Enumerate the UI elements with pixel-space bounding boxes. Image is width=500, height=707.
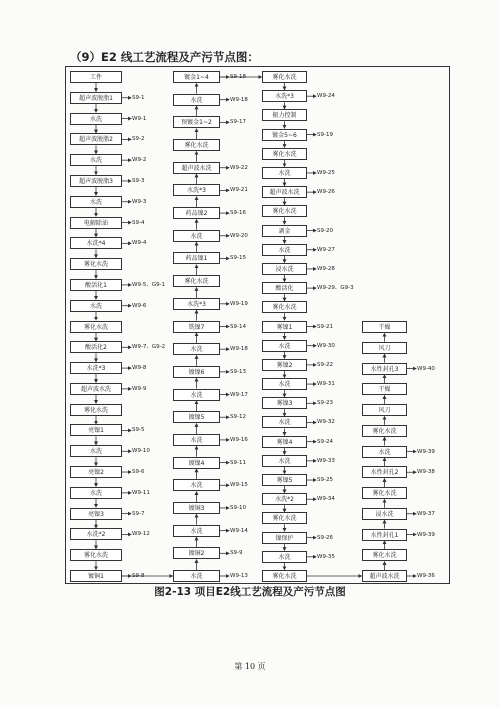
pollution-node-label: S9-4 (132, 219, 145, 226)
process-step: 酸活化 (262, 282, 307, 294)
process-step: 水洗 (262, 340, 307, 352)
process-step: 超声波脱脂2 (70, 133, 122, 145)
pollution-node-label: W9-9 (132, 385, 147, 392)
pollution-node-label: S9-26 (317, 534, 333, 541)
pollution-node-label: W9-27 (317, 246, 335, 253)
process-step: 水洗 (262, 551, 307, 563)
process-step: 水洗 (173, 389, 220, 401)
process-step: 雾化水洗 (362, 549, 407, 561)
process-step: 雾化水洗 (70, 549, 122, 561)
pollution-node-label: W9-36 (417, 573, 435, 579)
pollution-node-label: S9-16 (230, 210, 246, 217)
process-step: 镀铜2 (173, 547, 220, 559)
process-step: 亮镍3 (70, 508, 122, 520)
process-step: 工件 (70, 71, 122, 83)
pollution-node-label: S9-13 (230, 368, 246, 375)
pollution-node-label: W9-32 (317, 419, 335, 426)
process-step: 浸水洗 (362, 508, 407, 520)
process-step: 雾化水洗 (173, 275, 220, 287)
pollution-node-label: S9-3 (132, 177, 145, 184)
process-step: 水洗*3 (262, 90, 307, 102)
process-step: 水洗 (362, 446, 407, 458)
process-step: 雾镍4 (262, 436, 307, 448)
process-step: 水洗 (173, 343, 220, 355)
process-step: 雾镍1 (262, 321, 307, 333)
pollution-node-label: W9-18 (230, 96, 248, 103)
process-step: 水洗 (173, 479, 220, 491)
process-step: 雾化水洗 (70, 321, 122, 333)
process-step: 水洗*4 (70, 237, 122, 249)
process-step: 药品镍1 (173, 252, 220, 264)
pollution-node-label: S9-23 (317, 400, 333, 407)
process-step: 药品镍2 (173, 207, 220, 219)
pollution-node-label: W9-29、G9-3 (317, 285, 354, 292)
pollution-node-label: S9-5 (132, 427, 145, 434)
pollution-node-label: W9-25 (317, 169, 335, 176)
process-step: 雾化水洗 (173, 139, 220, 151)
pollution-node-label: W9-4 (132, 240, 147, 247)
process-step: 酸活化1 (70, 279, 122, 291)
pollution-node-label: W9-28 (317, 265, 335, 272)
process-step: 水洗 (70, 487, 122, 499)
process-step: 镀铜3 (173, 502, 220, 514)
pollution-node-label: W9-2 (132, 157, 147, 164)
process-step: 镀金5~6 (262, 129, 307, 141)
process-step: 超声波水洗 (173, 162, 220, 174)
process-step: 镀镍4 (173, 457, 220, 469)
pollution-node-label: W9-31 (317, 381, 335, 388)
process-step: 水洗 (173, 570, 220, 582)
process-step: 水洗*2 (70, 528, 122, 540)
process-step: 干燥 (362, 383, 407, 395)
process-step: 雾化水洗 (262, 570, 307, 582)
process-step: 水洗 (70, 445, 122, 457)
pollution-node-label: W9-39 (417, 448, 435, 455)
pollution-node-label: W9-17 (230, 391, 248, 398)
pollution-node-label: S9-2 (132, 136, 145, 143)
pollution-node-label: W9-10 (132, 448, 150, 455)
process-step: 雾化水洗 (262, 71, 307, 83)
pollution-node-label: W9-24 (317, 93, 335, 100)
process-step: 超声波脱脂3 (70, 175, 122, 187)
pollution-node-label: W9-18 (230, 346, 248, 353)
process-step: 亮镍1 (70, 424, 122, 436)
pollution-node-label: W9-26 (317, 189, 335, 196)
pollution-node-label: W9-11 (132, 489, 150, 496)
pollution-node-label: W9-33 (317, 457, 335, 464)
process-step: 雾化水洗 (362, 425, 407, 437)
pollution-node-label: W9-15 (230, 482, 248, 489)
process-step: 水洗 (262, 378, 307, 390)
process-step: 水洗 (70, 196, 122, 208)
process-step: 雾镍3 (262, 397, 307, 409)
pollution-node-label: S9-20 (317, 227, 333, 234)
process-step: 雾镍5 (262, 474, 307, 486)
process-step: 电解除油 (70, 217, 122, 229)
process-step: 水性封孔1 (362, 529, 407, 541)
pollution-node-label: W9-38 (417, 469, 435, 476)
process-step: 水洗 (262, 416, 307, 428)
process-step: 浸水洗 (262, 263, 307, 275)
pollution-node-label: W9-34 (317, 496, 335, 503)
process-step: 雾化水洗 (70, 258, 122, 270)
pollution-node-label: S9-9 (230, 550, 243, 557)
process-step: 酸活化2 (70, 341, 122, 353)
process-step: 水洗 (173, 230, 220, 242)
pollution-node-label: W9-30 (317, 342, 335, 349)
pollution-node-label: S9-18 (230, 74, 246, 80)
process-step: 水性封孔3 (362, 363, 407, 375)
process-step: 雾化水洗 (262, 512, 307, 524)
pollution-node-label: S9-25 (317, 477, 333, 484)
process-step: 雾化水洗 (70, 404, 122, 416)
process-step: 风刀 (362, 404, 407, 416)
process-step: 水洗 (173, 434, 220, 446)
process-step: 水洗*3 (173, 184, 220, 196)
process-step: 剥金 (262, 225, 307, 237)
process-step: 超声波水洗 (70, 383, 122, 395)
pollution-node-label: W9-40 (417, 365, 435, 372)
pollution-node-label: W9-12 (132, 531, 150, 538)
pollution-node-label: W9-8 (132, 365, 147, 372)
process-step: 风刀 (362, 342, 407, 354)
process-step: 水洗 (173, 94, 220, 106)
pollution-node-label: S9-22 (317, 361, 333, 368)
pollution-node-label: W9-1 (132, 115, 147, 122)
pollution-node-label: S9-8 (132, 573, 145, 579)
pollution-node-label: S9-15 (230, 255, 246, 262)
pollution-node-label: W9-5、G9-1 (132, 281, 166, 288)
pollution-node-label: S9-14 (230, 323, 246, 330)
pollution-node-label: W9-19 (230, 300, 248, 307)
process-step: 振力控制 (262, 109, 307, 121)
process-step: 雾化水洗 (262, 148, 307, 160)
pollution-node-label: W9-3 (132, 198, 147, 205)
process-step: 雾镍2 (262, 359, 307, 371)
pollution-node-label: W9-22 (230, 164, 248, 171)
process-step: 水洗 (70, 154, 122, 166)
pollution-node-label: W9-39 (417, 531, 435, 538)
process-step: 镀镍5 (173, 411, 220, 423)
figure-caption: 图2-13 项目E2线工艺流程及产污节点图 (154, 586, 346, 598)
pollution-node-label: W9-20 (230, 232, 248, 239)
process-step: 水性封孔2 (362, 466, 407, 478)
process-step: 水洗 (262, 455, 307, 467)
pollution-node-label: S9-7 (132, 510, 145, 517)
process-step: 铣镍7 (173, 321, 220, 333)
pollution-node-label: S9-12 (230, 414, 246, 421)
process-step: 水洗 (262, 244, 307, 256)
process-step: 预镀金1~2 (173, 116, 220, 128)
section-heading: （9）E2 线工艺流程及产污节点图： (70, 50, 259, 64)
pollution-node-label: S9-21 (317, 323, 333, 330)
process-step: 水洗*3 (70, 362, 122, 374)
pollution-node-label: S9-17 (230, 119, 246, 126)
pollution-node-label: W9-16 (230, 436, 248, 443)
process-step: 水洗*2 (262, 493, 307, 505)
process-step: 亮镍2 (70, 466, 122, 478)
process-step: 水洗*3 (173, 298, 220, 310)
pollution-node-label: S9-6 (132, 469, 145, 476)
process-step: 雾化水洗 (362, 487, 407, 499)
process-step: 超声波脱脂1 (70, 92, 122, 104)
process-step: 水洗 (173, 525, 220, 537)
process-step: 雾化水洗 (262, 301, 307, 313)
pollution-node-label: W9-7、G9-2 (132, 344, 166, 351)
pollution-node-label: W9-37 (417, 510, 435, 517)
pollution-node-label: S9-1 (132, 94, 145, 101)
process-step: 镀金1~4 (173, 71, 220, 83)
process-step: 镍保护 (262, 532, 307, 544)
pollution-node-label: S9-19 (317, 131, 333, 138)
process-step: 水洗 (70, 300, 122, 312)
process-step: 镀镍6 (173, 366, 220, 378)
pollution-node-label: W9-35 (317, 553, 335, 560)
pollution-node-label: W9-13 (230, 573, 248, 579)
pollution-node-label: S9-24 (317, 438, 333, 445)
process-step: 干燥 (362, 321, 407, 333)
process-step: 水洗 (70, 113, 122, 125)
process-step: 镀铜1 (70, 570, 122, 582)
process-step: 水洗 (262, 167, 307, 179)
process-step: 超声波水洗 (262, 186, 307, 198)
pollution-node-label: W9-21 (230, 187, 248, 194)
pollution-node-label: W9-6 (132, 302, 147, 309)
page-number: 第 10 页 (234, 662, 266, 671)
process-step: 雾化水洗 (262, 205, 307, 217)
process-step: 超声波水洗 (362, 570, 407, 582)
pollution-node-label: W9-14 (230, 527, 248, 534)
pollution-node-label: S9-11 (230, 459, 246, 466)
pollution-node-label: S9-10 (230, 504, 246, 511)
